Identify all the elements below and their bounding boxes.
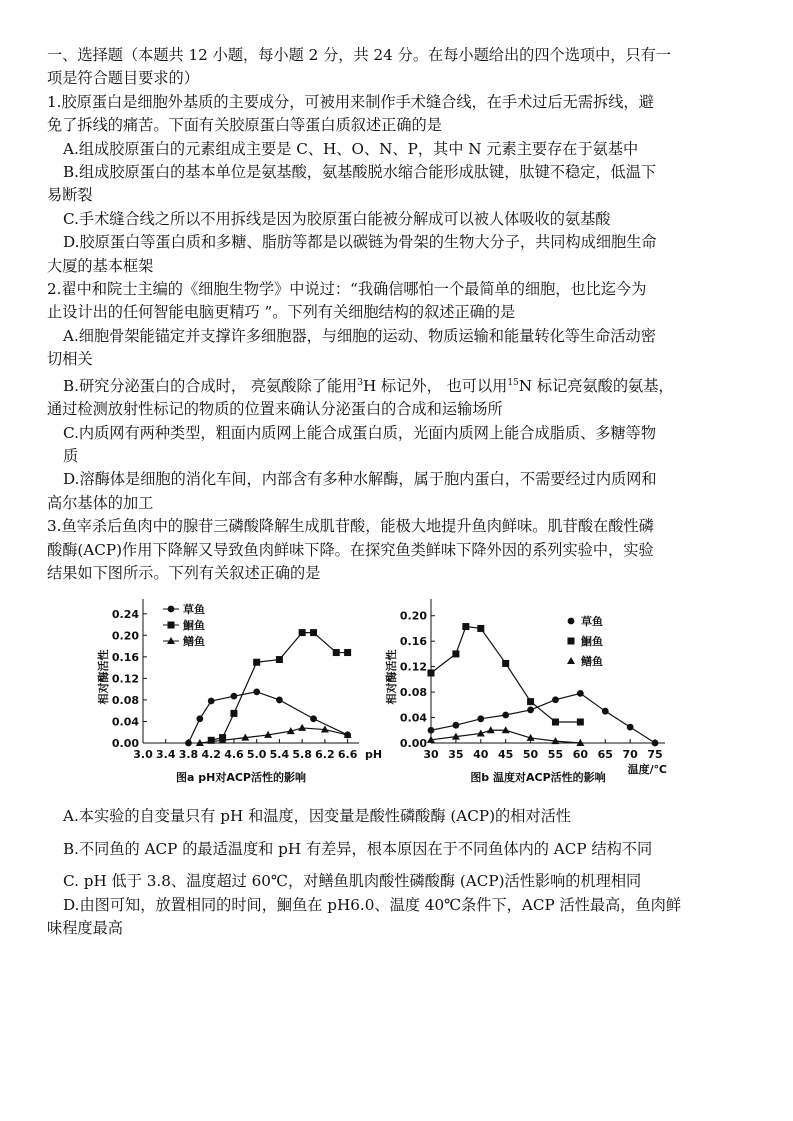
q3-option-d-cont: 味程度最高: [47, 918, 123, 937]
q2-option-b-text-2: H 标记外， 也可以用: [362, 376, 508, 395]
figure-charts: [47, 591, 759, 801]
data-point: [299, 629, 306, 636]
chart-a-svg: [81, 591, 383, 801]
y-tick-label: 0.20: [111, 629, 139, 643]
data-point: [652, 740, 659, 747]
q2-option-b-text-3: N 标记亮氨酸的氨基，: [518, 376, 674, 395]
data-point: [196, 716, 203, 723]
q3-stem-cont-2: 结果如下图所示。下列有关叙述正确的是: [47, 563, 321, 582]
data-point: [477, 716, 484, 723]
data-point: [577, 719, 584, 726]
q2-option-c-cont: 质: [63, 446, 79, 465]
q2-stem-cont: 止设计出的任何智能电脑更精巧 ”。下列有关细胞结构的叙述正确的是: [47, 303, 516, 322]
y-tick-label: 0.20: [399, 610, 427, 624]
q2-option-c: C.内质网有两种类型，粗面内质网上能合成蛋白质，光面内质网上能合成脂质、多糖等物: [63, 423, 657, 442]
legend-label: 鮰鱼: [581, 635, 603, 649]
section-heading-cont: 项是符合题目要求的）: [47, 69, 199, 88]
data-point: [627, 724, 634, 731]
y-axis-label: 相对酶活性: [385, 649, 398, 705]
data-point: [602, 708, 609, 715]
q1-option-d: D.胶原蛋白等蛋白质和多糖、脂肪等都是以碳链为骨架的生物大分子，共同构成细胞生命: [63, 233, 657, 252]
legend-marker: [168, 622, 175, 629]
data-point: [527, 707, 534, 714]
x-tick-label: 5.8: [292, 748, 312, 762]
y-axis-label: 相对酶活性: [97, 649, 110, 705]
data-point: [452, 651, 459, 658]
x-tick-label: 75: [647, 748, 663, 762]
chart-b-svg: [375, 591, 675, 801]
x-axis-label: pH: [365, 748, 383, 762]
x-tick-label: 3.0: [133, 748, 153, 762]
data-point: [253, 689, 260, 696]
x-tick-label: 3.4: [155, 748, 176, 762]
q2-stem: 2.翟中和院士主编的《细胞生物学》中说过：“我确信哪怕一个最简单的细胞，也比迄今为: [47, 280, 647, 299]
data-point: [477, 625, 484, 632]
q1-option-b: B.组成胶原蛋白的基本单位是氨基酸，氨基酸脱水缩合能形成肽键，肽键不稳定，低温下: [63, 163, 657, 182]
legend-marker: [568, 638, 575, 645]
chart-title: 图a pH对ACP活性的影响: [176, 771, 306, 785]
q2-option-a: A.细胞骨架能锚定并支撑许多细胞器，与细胞的运动、物质运输和能量转化等生命活动密: [63, 326, 656, 345]
legend-label: 草鱼: [183, 603, 205, 617]
data-point: [502, 660, 509, 667]
x-tick-label: 70: [622, 748, 638, 762]
legend-marker: [168, 606, 175, 613]
chart-title: 图b 温度对ACP活性的影响: [470, 771, 606, 785]
q3-option-d: D.由图可知，放置相同的时间，鮰鱼在 pH6.0、温度 40℃条件下，ACP 活性最高，鱼肉鲜: [63, 895, 682, 914]
q3-stem: 3.鱼宰杀后鱼肉中的腺苷三磷酸降解生成肌苷酸，能极大地提升鱼肉鲜味。肌苷酸在酸性磷: [47, 517, 654, 536]
data-point: [452, 722, 459, 729]
x-tick-label: 55: [547, 748, 564, 762]
data-point: [185, 740, 192, 747]
q2-option-d-cont: 高尔基体的加工: [47, 493, 154, 512]
data-point: [276, 697, 283, 704]
q3-option-c: C. pH 低于 3.8、温度超过 60℃，对鳝鱼肌肉酸性磷酸酶 (ACP)活性影响的机理相同: [63, 872, 642, 891]
x-tick-label: 5.0: [246, 748, 267, 762]
y-tick-label: 0.16: [111, 651, 139, 665]
legend-label: 鳝鱼: [183, 635, 205, 649]
q2-option-b-text-1: B.研究分泌蛋白的合成时， 亮氨酸除了能用: [63, 376, 358, 395]
y-tick-label: 0.04: [399, 711, 427, 725]
x-axis-label: 温度/℃: [627, 763, 667, 777]
x-tick-label: 50: [522, 748, 539, 762]
section-heading: 一、选择题（本题共 12 小题，每小题 2 分，共 24 分。在每小题给出的四个选项中，只有一: [47, 46, 672, 64]
chart-a: [81, 591, 383, 805]
data-point: [577, 690, 584, 697]
x-tick-label: 40: [473, 748, 489, 762]
series-line-1: [431, 627, 580, 722]
x-tick-label: 5.4: [269, 748, 290, 762]
data-point: [310, 629, 317, 636]
y-tick-label: 0.00: [399, 737, 427, 751]
y-tick-label: 0.00: [111, 737, 139, 751]
data-point: [253, 659, 260, 666]
q2-option-a-cont: 切相关: [47, 350, 93, 369]
x-tick-label: 35: [448, 748, 464, 762]
q1-option-c: C.手术缝合线之所以不用拆线是因为胶原蛋白能被分解成可以被人体吸收的氨基酸: [63, 209, 611, 228]
x-tick-label: 6.6: [337, 748, 358, 762]
legend-label: 鳝鱼: [581, 655, 603, 669]
data-point: [344, 649, 351, 656]
data-point: [276, 656, 283, 663]
y-tick-label: 0.04: [111, 715, 139, 729]
q1-option-b-cont: 易断裂: [47, 186, 93, 205]
exam-page: [47, 44, 759, 940]
x-tick-label: 60: [572, 748, 589, 762]
legend-label: 草鱼: [581, 615, 603, 629]
q2-option-b: [47, 372, 759, 398]
data-point: [502, 712, 509, 719]
y-tick-label: 0.08: [111, 694, 139, 708]
chart-b: [375, 591, 675, 805]
x-tick-label: 4.6: [224, 748, 244, 762]
y-tick-label: 0.12: [399, 660, 427, 674]
q1-option-a: A.组成胶原蛋白的元素组成主要是 C、H、O、N、P，其中 N 元素主要存在于氨基中: [63, 139, 639, 158]
y-tick-label: 0.12: [111, 672, 139, 686]
q3-stem-cont-1: 酸酶(ACP)作用下降解又导致鱼肉鲜味下降。在探究鱼类鲜味下降外因的系列实验中，实验: [47, 540, 654, 559]
x-tick-label: 3.8: [178, 748, 199, 762]
legend-marker: [568, 618, 575, 625]
superscript-3: 3: [357, 377, 363, 388]
data-point: [527, 698, 534, 705]
data-point: [552, 697, 559, 704]
data-point: [462, 623, 469, 630]
legend-marker: [567, 657, 575, 664]
q2-option-b-cont: 通过检测放射性标记的物质的位置来确认分泌蛋白的合成和运输场所: [47, 400, 503, 419]
x-tick-label: 6.2: [315, 748, 335, 762]
data-point: [230, 710, 237, 717]
q3-option-b: B.不同鱼的 ACP 的最适温度和 pH 有差异，根本原因在于不同鱼体内的 ACP 结构不同: [63, 839, 653, 858]
x-tick-label: 45: [498, 748, 514, 762]
data-point: [298, 724, 306, 731]
q2-option-d: D.溶酶体是细胞的消化车间，内部含有多种水解酶，属于胞内蛋白，不需要经过内质网和: [63, 470, 657, 489]
data-point: [333, 649, 340, 656]
q1-stem: 1.胶原蛋白是细胞外基质的主要成分，可被用来制作手术缝合线，在手术过后无需拆线，避: [47, 92, 654, 111]
data-point: [231, 693, 238, 700]
superscript-15: 15: [507, 377, 519, 388]
data-point: [208, 698, 215, 705]
q3-option-a: A.本实验的自变量只有 pH 和温度，因变量是酸性磷酸酶 (ACP)的相对活性: [63, 807, 571, 826]
q1-stem-cont: 免了拆线的痛苦。下面有关胶原蛋白等蛋白质叙述正确的是: [47, 116, 442, 135]
legend-label: 鮰鱼: [183, 619, 205, 633]
q1-option-d-cont: 大厦的基本框架: [47, 256, 154, 275]
x-tick-label: 65: [597, 748, 613, 762]
y-tick-label: 0.16: [399, 635, 427, 649]
x-tick-label: 30: [423, 748, 439, 762]
data-point: [428, 670, 435, 677]
data-point: [428, 727, 435, 734]
x-tick-label: 4.2: [201, 748, 221, 762]
y-tick-label: 0.08: [399, 686, 427, 700]
data-point: [310, 716, 317, 723]
data-point: [208, 737, 215, 744]
data-point: [552, 719, 559, 726]
y-tick-label: 0.24: [111, 608, 139, 622]
series-line-1: [211, 633, 347, 741]
